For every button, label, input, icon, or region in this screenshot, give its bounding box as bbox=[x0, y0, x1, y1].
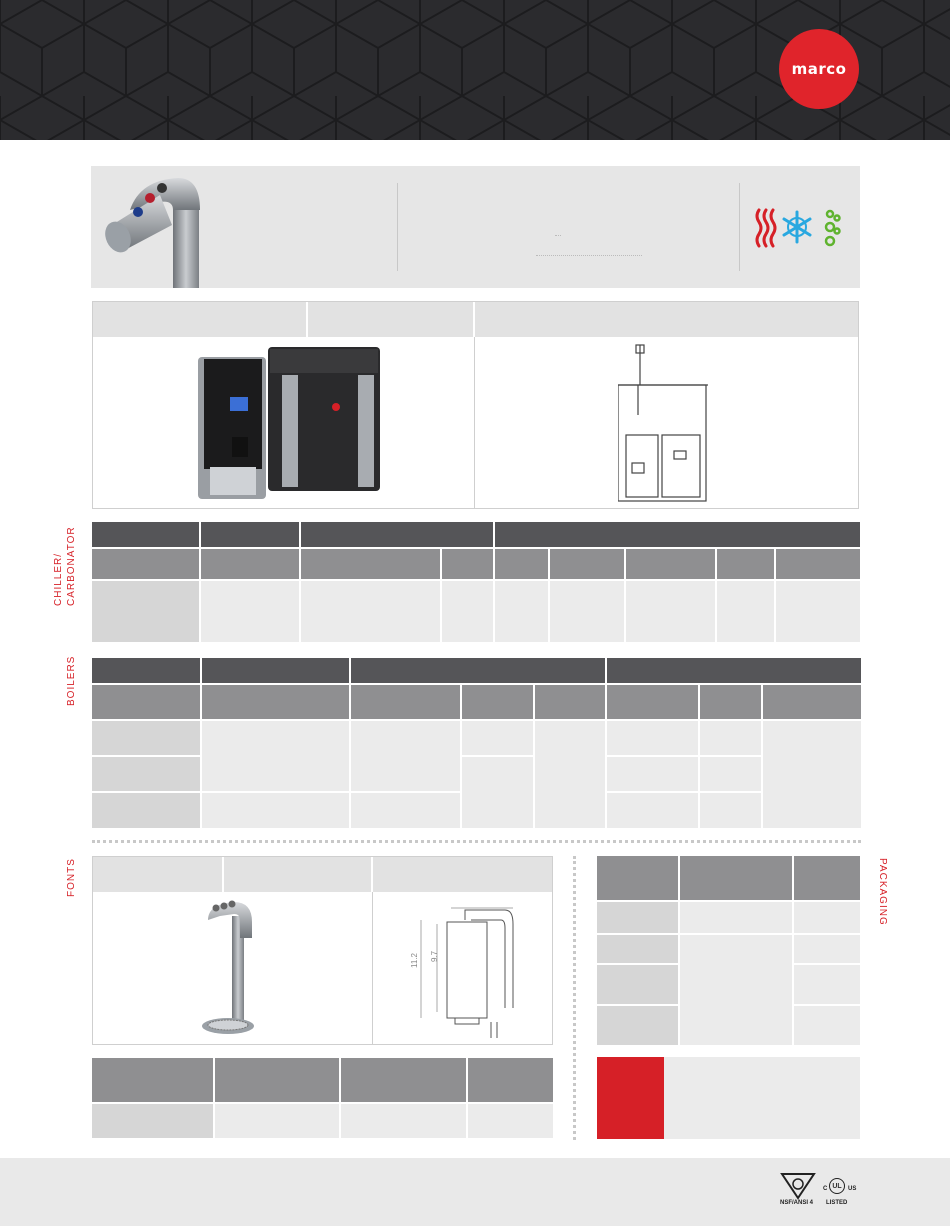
table-header-cell bbox=[597, 856, 678, 900]
table-subheader-cell bbox=[92, 549, 199, 579]
tap-product-image bbox=[100, 170, 210, 288]
hero-placeholder-dots bbox=[536, 255, 642, 256]
table-cell bbox=[468, 1104, 553, 1138]
table-subheader-cell bbox=[763, 685, 861, 719]
ul-certification-icon: UL bbox=[829, 1178, 845, 1194]
table-cell bbox=[607, 757, 698, 791]
dim-inner-label: 9.7 bbox=[430, 950, 439, 962]
table-cell bbox=[535, 721, 605, 828]
table-row-label-cell bbox=[92, 757, 200, 791]
table-cell bbox=[462, 721, 533, 755]
installation-drawing bbox=[618, 343, 708, 503]
header-cell bbox=[373, 857, 552, 892]
table-cell bbox=[700, 793, 761, 828]
table-subheader-cell bbox=[351, 685, 460, 719]
table-cell bbox=[776, 581, 860, 642]
table-row-label-cell bbox=[597, 965, 678, 1004]
table-cell bbox=[462, 757, 533, 828]
table-cell bbox=[626, 581, 715, 642]
table-subheader-cell bbox=[462, 685, 533, 719]
hero-divider bbox=[397, 183, 398, 271]
table-cell bbox=[201, 581, 299, 642]
table-cell bbox=[341, 1104, 466, 1138]
marco-logo[interactable]: marco bbox=[779, 29, 859, 109]
table-cell bbox=[351, 721, 460, 791]
table-subheader-cell bbox=[201, 549, 299, 579]
table-header-cell bbox=[202, 658, 349, 683]
table-header-cell bbox=[201, 522, 299, 547]
table-header-cell bbox=[495, 522, 860, 547]
table-header-cell bbox=[468, 1058, 553, 1102]
boilers-label: BOILERS bbox=[66, 655, 77, 706]
table-cell bbox=[442, 581, 493, 642]
table-subheader-cell bbox=[535, 685, 605, 719]
ul-left-mark: C bbox=[823, 1186, 828, 1192]
header-cell bbox=[308, 302, 473, 337]
table-header-cell bbox=[92, 522, 199, 547]
table-subheader-cell bbox=[717, 549, 774, 579]
feature-icons bbox=[753, 208, 843, 248]
table-cell bbox=[794, 902, 860, 933]
table-cell bbox=[717, 581, 774, 642]
table-cell bbox=[202, 793, 349, 828]
page-header bbox=[0, 0, 950, 140]
column-divider bbox=[474, 337, 475, 508]
table-subheader-cell bbox=[607, 685, 698, 719]
table-header-cell bbox=[92, 1058, 213, 1102]
table-header-cell bbox=[794, 856, 860, 900]
ul-listed-label: LISTED bbox=[826, 1200, 848, 1206]
column-separator bbox=[573, 856, 576, 1140]
table-cell bbox=[215, 1104, 339, 1138]
table-row-label-cell bbox=[92, 721, 200, 755]
table-cell bbox=[351, 793, 460, 828]
table-cell bbox=[202, 721, 349, 791]
table-row-label-cell bbox=[92, 581, 199, 642]
table-cell bbox=[680, 902, 792, 933]
table-subheader-cell bbox=[202, 685, 349, 719]
table-cell bbox=[680, 935, 792, 1045]
table-row-label-cell bbox=[597, 935, 678, 963]
nsf-certification-icon bbox=[778, 1172, 822, 1202]
table-cell bbox=[794, 965, 860, 1004]
boiler-chiller-units-image bbox=[190, 345, 390, 505]
table-cell bbox=[495, 581, 548, 642]
dim-outer-label: 11.2 bbox=[410, 953, 419, 968]
table-row-label-cell bbox=[92, 1104, 213, 1138]
table-header-cell bbox=[341, 1058, 466, 1102]
info-box-accent bbox=[597, 1057, 664, 1139]
header-cell bbox=[475, 302, 858, 337]
table-cell bbox=[607, 793, 698, 828]
table-subheader-cell bbox=[442, 549, 493, 579]
table-subheader-cell bbox=[495, 549, 548, 579]
table-row-label-cell bbox=[597, 1006, 678, 1045]
table-header-cell bbox=[92, 658, 200, 683]
table-header-cell bbox=[607, 658, 861, 683]
hero-divider bbox=[739, 183, 740, 271]
table-subheader-cell bbox=[92, 685, 200, 719]
sparkling-bubbles-icon bbox=[826, 211, 840, 245]
table-subheader-cell bbox=[550, 549, 624, 579]
table-subheader-cell bbox=[301, 549, 440, 579]
chiller-label-line1: CHILLER/ bbox=[53, 552, 64, 606]
table-cell bbox=[794, 1006, 860, 1045]
table-header-cell bbox=[215, 1058, 339, 1102]
packaging-label: PACKAGING bbox=[877, 858, 888, 926]
chiller-label-line2: CARBONATOR bbox=[66, 526, 77, 606]
snowflake-icon bbox=[784, 212, 810, 242]
table-header-cell bbox=[351, 658, 605, 683]
table-cell bbox=[763, 721, 861, 828]
table-header-cell bbox=[301, 522, 493, 547]
column-divider bbox=[372, 892, 373, 1044]
table-cell bbox=[607, 721, 698, 755]
section-separator bbox=[92, 840, 861, 843]
table-row-label-cell bbox=[92, 793, 200, 828]
hero-placeholder-dots bbox=[555, 235, 561, 236]
header-cell bbox=[93, 302, 306, 337]
table-cell bbox=[700, 757, 761, 791]
fonts-label: FONTS bbox=[66, 858, 77, 897]
nsf-label: NSF/ANSI 4 bbox=[780, 1200, 814, 1206]
font-tap-image bbox=[194, 898, 274, 1040]
table-subheader-cell bbox=[626, 549, 715, 579]
table-cell bbox=[301, 581, 440, 642]
ul-right-mark: US bbox=[848, 1186, 857, 1192]
table-cell bbox=[700, 721, 761, 755]
table-cell bbox=[794, 935, 860, 963]
table-cell bbox=[550, 581, 624, 642]
table-subheader-cell bbox=[776, 549, 860, 579]
table-row-label-cell bbox=[597, 902, 678, 933]
table-header-cell bbox=[680, 856, 792, 900]
header-cell bbox=[224, 857, 371, 892]
header-cell bbox=[93, 857, 222, 892]
font-dimension-drawing bbox=[405, 898, 525, 1043]
heat-icon bbox=[757, 210, 775, 246]
table-subheader-cell bbox=[700, 685, 761, 719]
chiller-carbonator-label bbox=[52, 526, 78, 606]
